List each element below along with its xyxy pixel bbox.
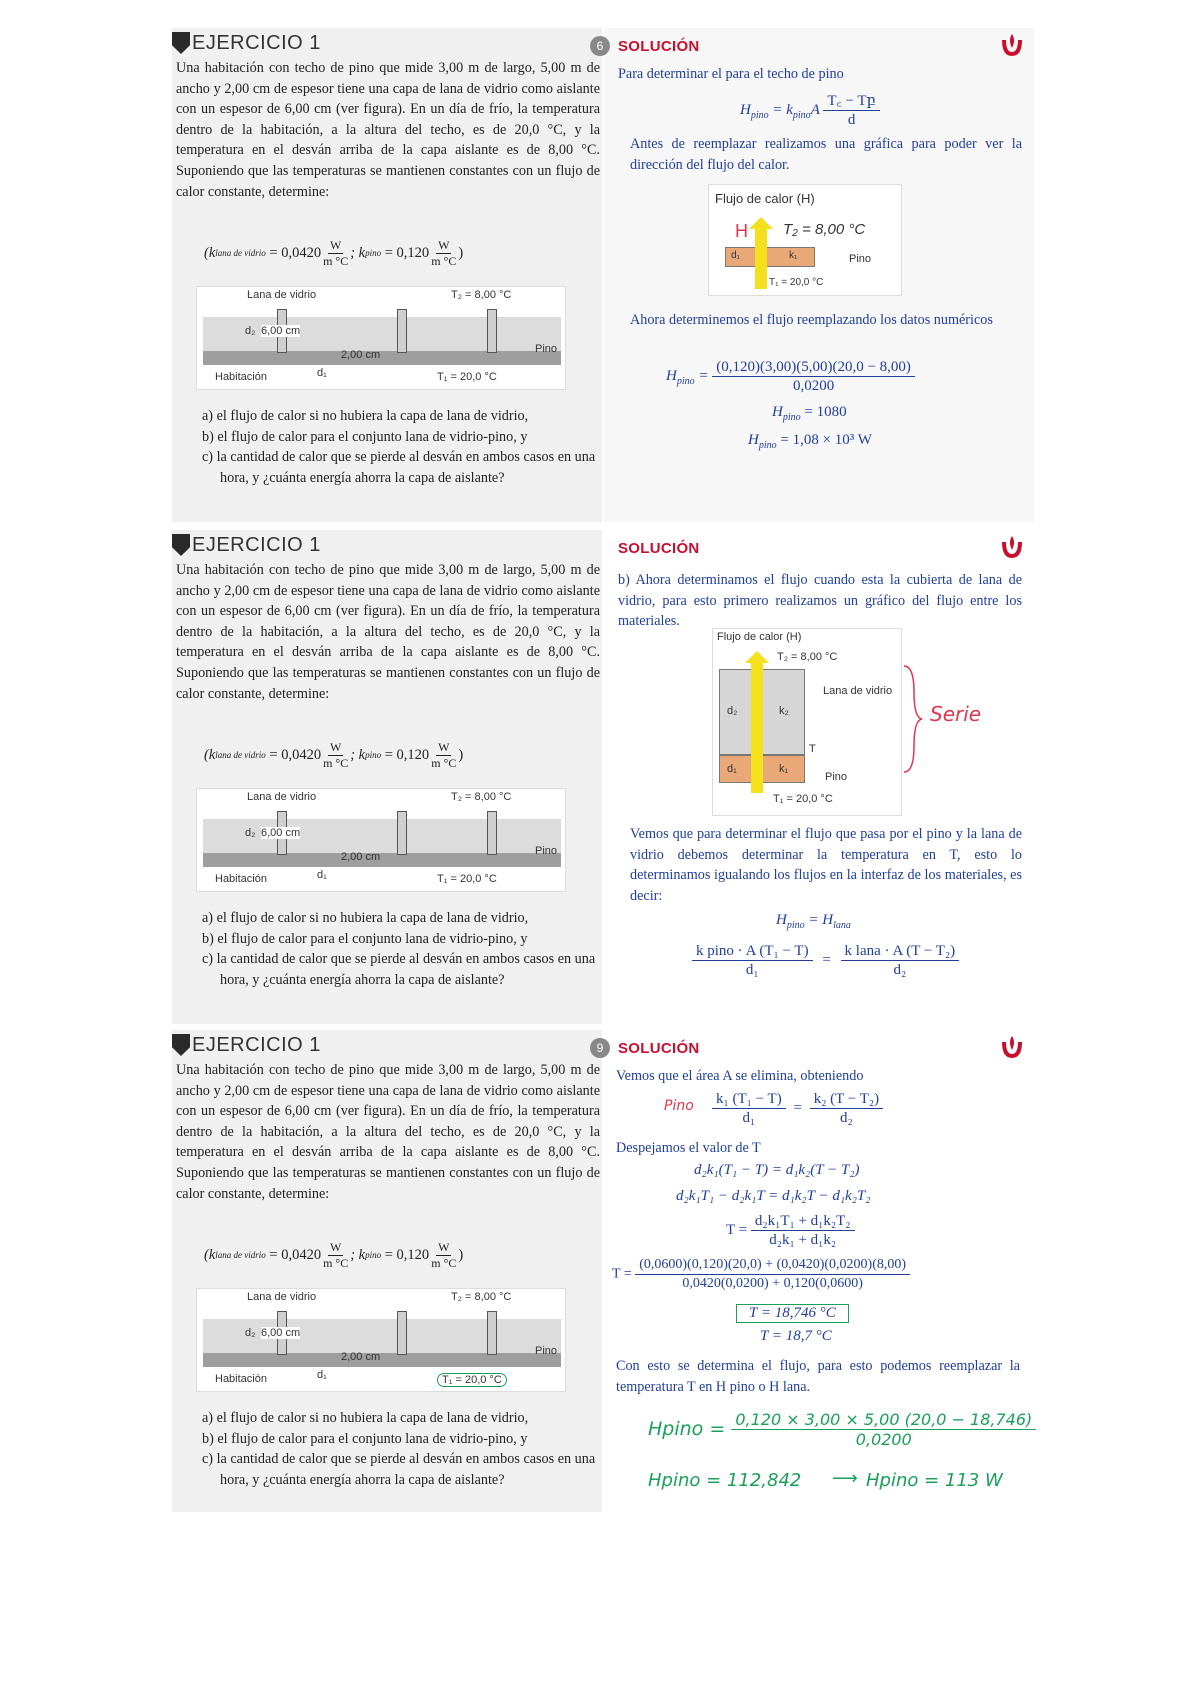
- t2-label: T₂ = 8,00 °C: [451, 791, 512, 803]
- formula-num: T꜀ − Tբ: [823, 92, 879, 111]
- page-number-icon: 6: [590, 36, 610, 56]
- eq-right: [810, 1090, 883, 1127]
- sol1-before: Antes de reemplazar realizamos una gráfica para poder ver la dirección del flujo del calor.: [630, 136, 1022, 173]
- hand-fraction: [731, 1410, 1036, 1449]
- formula-mid: = k: [772, 101, 793, 118]
- hand-final: Hpino = 113 W: [866, 1470, 1003, 1491]
- k-pino-label: ; k: [350, 1246, 366, 1263]
- question-c: c) la cantidad de calor que se pierde al desván en ambos casos en una hora, y ¿cuánta energía ahorra la capa de aislante?: [202, 449, 596, 486]
- k-pino-label: ; k: [350, 244, 366, 261]
- eq2-equals: =: [822, 951, 831, 968]
- flow-k1: k₁: [789, 250, 798, 261]
- formula-fraction: [823, 92, 879, 129]
- k-close: ): [458, 1246, 464, 1263]
- unit-num: W: [438, 1239, 450, 1254]
- sol1-calc: $H_{pino}$ = $\frac{(0,120)(3,00)(5,00)(20,0 - 8,00)}{0,0200}$: [666, 358, 915, 395]
- t-num: d₂k₁T₁ + d₁k₂T₂: [751, 1212, 855, 1231]
- unit-fraction: [431, 1240, 456, 1271]
- eq2-right-num: k lana · A (T − T₂): [841, 942, 960, 961]
- question-b: b) el flujo de calor para el conjunto lana de vidrio-pino, y: [202, 930, 528, 947]
- k-lana-value: = 0,0420: [269, 1246, 322, 1263]
- k-values: [204, 738, 584, 772]
- flow-d1: d₁: [731, 250, 740, 261]
- sol3-eq: $\frac{\text{k₁ (T₁ − T)}}{\text{d₁}}$ = $\frac{\text{k₂ (T − T₂)}}{\text{d₂}}$: [712, 1090, 883, 1127]
- formula-a: A: [810, 101, 820, 118]
- sol1-formula: [740, 92, 880, 129]
- hand-calc: [648, 1410, 1036, 1449]
- questions-list: [202, 406, 598, 488]
- sol2-text: Vemos que para determinar el flujo que pasa por el pino y la lana de vidrio debemos determinar la temperatura en T, esto lo determinamos igualando los flujos en la interfaz de los materiales, es decir:: [630, 826, 1022, 904]
- k-pino-value: = 0,120: [384, 746, 430, 763]
- flow-t2: T₂ = 8,00 °C: [783, 221, 866, 238]
- solution-title: SOLUCIÓN: [618, 37, 700, 55]
- exercise-header: [172, 1032, 321, 1058]
- unit-num: W: [438, 237, 450, 252]
- formula-lhs: H: [740, 101, 751, 118]
- glass-wool-layer: [203, 819, 561, 853]
- k-lana-sub: lana de vidrio: [215, 248, 266, 258]
- eq-left: [712, 1090, 786, 1127]
- exercise-header: [172, 532, 321, 558]
- d1-label: d₁: [317, 367, 327, 379]
- eq1-sub1: pino: [786, 920, 805, 931]
- k-lana-label: (k: [204, 746, 216, 763]
- unit-den: m °C: [431, 253, 457, 268]
- question-b: b) el flujo de calor para el conjunto lana de vidrio-pino, y: [202, 428, 528, 445]
- lana-label: Lana de vidrio: [247, 1291, 317, 1303]
- unit-fraction: [431, 740, 456, 771]
- k-close: ): [458, 746, 464, 763]
- flow-d2: d₂: [727, 705, 738, 717]
- arrow-up-icon: [745, 651, 769, 663]
- unit-fraction: [323, 238, 348, 269]
- eq2-left: [692, 942, 813, 979]
- flow-diagram-2: [712, 628, 902, 816]
- hand-den: 0,0200: [855, 1430, 912, 1449]
- t2-label: T₂ = 8,00 °C: [451, 1291, 512, 1303]
- sol3-line1: d₂k₁(T₁ − T) = d₁k₂(T − T₂): [694, 1162, 860, 1178]
- pine-layer: [203, 351, 561, 365]
- t-calc-num: (0,0600)(0,120)(20,0) + (0,0420)(0,0200)(8,00): [635, 1256, 910, 1275]
- t-calc-den: 0,0420(0,0200) + 0,120(0,0600): [682, 1276, 863, 1291]
- pine-layer: [203, 1353, 561, 1367]
- unit-den: m °C: [323, 253, 349, 268]
- eq2-left-den: d₁: [745, 962, 759, 978]
- d2-label: d₂: [245, 827, 256, 839]
- k-lana-label: (k: [204, 244, 216, 261]
- k-lana-value: = 0,0420: [269, 746, 322, 763]
- eq1-sub2: lana: [833, 920, 851, 931]
- t-lhs: T =: [726, 1221, 748, 1238]
- questions-list: [202, 1408, 598, 1490]
- sol2-eq1: [776, 912, 851, 931]
- bookmark-icon: [172, 1034, 190, 1056]
- calc-fraction: [712, 358, 915, 395]
- k-pino-sub: pino: [365, 750, 382, 760]
- result1-h: H: [772, 404, 783, 420]
- question-c: c) la cantidad de calor que se pierde al desván en ambos casos en una hora, y ¿cuánta energía ahorra la capa de aislante?: [202, 951, 596, 988]
- sol1-now: Ahora determinemos el flujo reemplazando los datos numéricos: [630, 312, 993, 328]
- flow-title: Flujo de calor (H): [715, 191, 815, 206]
- eq-right-num: k₂ (T − T₂): [810, 1090, 883, 1109]
- sol1-intro: Para determinar el para el techo de pino: [618, 66, 844, 82]
- sol3-t-result2: T = 18,7 °C: [760, 1328, 832, 1344]
- habitacion-label: Habitación: [215, 371, 267, 383]
- unit-den: m °C: [323, 1255, 349, 1270]
- t-calc-fraction: [635, 1256, 910, 1293]
- result2-h: H: [748, 432, 759, 448]
- upc-logo-icon: [998, 1034, 1026, 1062]
- flow-t1: T₁ = 20,0 °C: [773, 793, 833, 805]
- eq2-right: [841, 942, 960, 979]
- roof-figure: [196, 788, 566, 892]
- k-close: ): [458, 244, 464, 261]
- question-b: b) el flujo de calor para el conjunto lana de vidrio-pino, y: [202, 1430, 528, 1447]
- pino-thickness: 2,00 cm: [341, 851, 381, 863]
- exercise-title: EJERCICIO 1: [192, 533, 321, 556]
- k-values: [204, 236, 584, 270]
- flow-pino: Pino: [849, 253, 872, 265]
- solution-header: [618, 536, 700, 560]
- sol3-t-formula: [726, 1212, 855, 1249]
- unit-den: m °C: [431, 755, 457, 770]
- flow-d1: d₁: [727, 763, 737, 775]
- hand-result: Hpino = 112,842: [648, 1470, 802, 1491]
- t-den: d₂k₁ + d₁k₂: [769, 1232, 837, 1248]
- problem-text: Una habitación con techo de pino que mide 3,00 m de largo, 5,00 m de ancho y 2,00 cm de espesor tiene una capa de lana de vidrio como aislante con un espesor de 6,00 cm (ver figura). En un día de frío, la temperatura dentro de la habitación, a la altura del techo, es de 20,0 °C, y la temperatura en el desván arriba de la capa aislante es de 8,00 °C. Suponiendo que las temperaturas se mantienen constantes con un flujo de calor constante, determine:: [176, 1062, 600, 1202]
- d2-value: 6,00 cm: [261, 827, 301, 839]
- unit-fraction: [431, 238, 456, 269]
- unit-num: W: [329, 237, 342, 252]
- serie-note: Serie: [930, 702, 982, 726]
- eq2-right-den: d₂: [893, 962, 907, 978]
- hand-num: 0,120 × 3,00 × 5,00 (20,0 − 18,746): [731, 1410, 1036, 1430]
- result1-sub: pino: [782, 412, 801, 423]
- upc-logo-icon: [998, 534, 1026, 562]
- pino-label: Pino: [535, 845, 558, 857]
- formula-mid-sub: pino: [792, 109, 811, 121]
- d2-value: 6,00 cm: [261, 325, 301, 337]
- flow-lana: Lana de vidrio: [823, 685, 893, 697]
- lana-label: Lana de vidrio: [247, 289, 317, 301]
- exercise-title: EJERCICIO 1: [192, 1033, 321, 1056]
- slide-3: [172, 1030, 1034, 1512]
- eq1-h: H: [776, 912, 787, 928]
- habitacion-label: Habitación: [215, 1373, 267, 1385]
- unit-den: m °C: [431, 1255, 457, 1270]
- sol3-t-calc: [612, 1256, 910, 1293]
- d1-label: d₁: [317, 1369, 327, 1381]
- unit-num: W: [329, 1239, 342, 1254]
- roof-figure: [196, 1288, 566, 1392]
- result2-sub: pino: [758, 440, 777, 451]
- d2-label: d₂: [245, 325, 256, 337]
- eq1-mid: = H: [808, 912, 834, 928]
- sol2-intro: b) Ahora determinamos el flujo cuando esta la cubierta de lana de vidrio, para esto primero realizamos un gráfico del flujo entre los materiales.: [618, 572, 1022, 630]
- question-a: a) el flujo de calor si no hubiera la capa de lana de vidrio,: [202, 910, 529, 926]
- sol3-line2: d₂k₁T₁ − d₂k₁T = d₁k₂T − d₁k₂T₂: [676, 1188, 871, 1204]
- formula-lhs-sub: pino: [750, 109, 769, 121]
- pino-thickness: 2,00 cm: [341, 1351, 381, 1363]
- flow-t2: T₂ = 8,00 °C: [777, 651, 838, 663]
- flow-t1: T₁ = 20,0 °C: [769, 277, 824, 288]
- question-a: a) el flujo de calor si no hubiera la capa de lana de vidrio,: [202, 1410, 529, 1426]
- flow-pino: Pino: [825, 771, 848, 783]
- t1-label: T₁ = 20,0 °C: [437, 1373, 507, 1387]
- sol3-t-result1: T = 18,746 °C: [736, 1304, 849, 1323]
- page-number-icon: 9: [590, 1038, 610, 1058]
- exercise-header: [172, 30, 321, 56]
- eq-left-num: k₁ (T₁ − T): [712, 1090, 786, 1109]
- unit-num: W: [329, 739, 342, 754]
- k-lana-sub: lana de vidrio: [215, 1250, 266, 1260]
- flow-t: T: [809, 743, 816, 755]
- formula-den: d: [847, 112, 856, 128]
- slide-1: [172, 28, 1034, 522]
- sol3-intro: Vemos que el área A se elimina, obteniendo: [616, 1068, 864, 1084]
- upc-logo-icon: [998, 32, 1026, 60]
- arrow-right-icon: ⟶: [832, 1468, 858, 1489]
- flow-title: Flujo de calor (H): [717, 631, 802, 643]
- calc-den: 0,0200: [792, 378, 835, 394]
- problem-text: Una habitación con techo de pino que mide 3,00 m de largo, 5,00 m de ancho y 2,00 cm de espesor tiene una capa de lana de vidrio como aislante con un espesor de 6,00 cm (ver figura). En un día de frío, la temperatura dentro de la habitación, a la altura del techo, es de 20,0 °C, y la temperatura en el desván arriba de la capa aislante es de 8,00 °C. Suponiendo que las temperaturas se mantienen constantes con un flujo de calor constante, determine:: [176, 562, 600, 702]
- t2-label: T₂ = 8,00 °C: [451, 289, 512, 301]
- pino-note: Pino: [664, 1098, 694, 1114]
- slide-2: [172, 530, 1034, 1024]
- t1-label: T₁ = 20,0 °C: [437, 371, 497, 383]
- solution-title: SOLUCIÓN: [618, 539, 700, 557]
- k-pino-sub: pino: [365, 1250, 382, 1260]
- k-values: [204, 1238, 584, 1272]
- flow-k1: k₁: [779, 763, 789, 775]
- k-pino-label: ; k: [350, 746, 366, 763]
- heat-flow-arrow: [751, 663, 763, 793]
- pino-label: Pino: [535, 343, 558, 355]
- sol1-result2: [748, 432, 872, 451]
- roof-figure: [196, 286, 566, 390]
- k-lana-label: (k: [204, 1246, 216, 1263]
- pino-label: Pino: [535, 1345, 558, 1357]
- beam: [487, 1311, 497, 1355]
- solution-header: [590, 1036, 700, 1060]
- questions-list: [202, 908, 598, 990]
- hand-lhs: Hpino =: [648, 1418, 726, 1440]
- bookmark-icon: [172, 534, 190, 556]
- sol3-despejamos: Despejamos el valor de T: [616, 1140, 761, 1156]
- pine-layer: [203, 853, 561, 867]
- exercise-title: EJERCICIO 1: [192, 31, 321, 54]
- arrow-up-icon: [749, 217, 773, 229]
- eq-left-den: d₁: [742, 1110, 756, 1126]
- result2-val: = 1,08 × 10³ W: [780, 432, 872, 448]
- k-pino-value: = 0,120: [384, 244, 430, 261]
- glass-wool-layer: [203, 1319, 561, 1353]
- brace-icon: [902, 664, 926, 774]
- unit-fraction: [323, 1240, 348, 1271]
- beam: [397, 811, 407, 855]
- solution-title: SOLUCIÓN: [618, 1039, 700, 1057]
- t1-label: T₁ = 20,0 °C: [437, 873, 497, 885]
- d2-label: d₂: [245, 1327, 256, 1339]
- k-lana-sub: lana de vidrio: [215, 750, 266, 760]
- eq-right-den: d₂: [840, 1110, 853, 1126]
- flow-diagram-1: [708, 184, 902, 296]
- question-a: a) el flujo de calor si no hubiera la capa de lana de vidrio,: [202, 408, 529, 424]
- beam: [397, 309, 407, 353]
- pino-thickness: 2,00 cm: [341, 349, 381, 361]
- glass-wool-layer: [203, 317, 561, 351]
- d1-label: d₁: [317, 869, 327, 881]
- result1-val: = 1080: [804, 404, 847, 420]
- calc-num: (0,120)(3,00)(5,00)(20,0 − 8,00): [712, 358, 915, 377]
- habitacion-label: Habitación: [215, 873, 267, 885]
- d2-value: 6,00 cm: [261, 1327, 301, 1339]
- beam: [487, 811, 497, 855]
- sol1-result1: [772, 404, 847, 423]
- eq2-left-num: k pino · A (T₁ − T): [692, 942, 813, 961]
- bookmark-icon: [172, 32, 190, 54]
- sol3-conclusion: Con esto se determina el flujo, para esto podemos reemplazar la temperatura T en H pino o H lana.: [616, 1358, 1020, 1395]
- lana-label: Lana de vidrio: [247, 791, 317, 803]
- solution-header: [590, 34, 700, 58]
- unit-num: W: [438, 739, 450, 754]
- unit-den: m °C: [323, 755, 349, 770]
- k-lana-value: = 0,0420: [269, 244, 322, 261]
- k-pino-value: = 0,120: [384, 1246, 430, 1263]
- flow-k2: k₂: [779, 705, 789, 717]
- question-c: c) la cantidad de calor que se pierde al desván en ambos casos en una hora, y ¿cuánta energía ahorra la capa de aislante?: [202, 1451, 596, 1488]
- beam: [487, 309, 497, 353]
- k-pino-sub: pino: [365, 248, 382, 258]
- beam: [397, 1311, 407, 1355]
- t-fraction: [751, 1212, 855, 1249]
- unit-fraction: [323, 740, 348, 771]
- flow-h: H: [735, 221, 748, 241]
- heat-flow-arrow: [755, 227, 767, 289]
- sol2-eq2: [692, 942, 959, 979]
- t-lhs: T =: [612, 1266, 632, 1282]
- problem-text: Una habitación con techo de pino que mide 3,00 m de largo, 5,00 m de ancho y 2,00 cm de espesor tiene una capa de lana de vidrio como aislante con un espesor de 6,00 cm (ver figura). En un día de frío, la temperatura dentro de la habitación, a la altura del techo, es de 20,0 °C, y la temperatura en el desván arriba de la capa aislante es de 8,00 °C. Suponiendo que las temperaturas se mantienen constantes con un flujo de calor constante, determine:: [176, 60, 600, 200]
